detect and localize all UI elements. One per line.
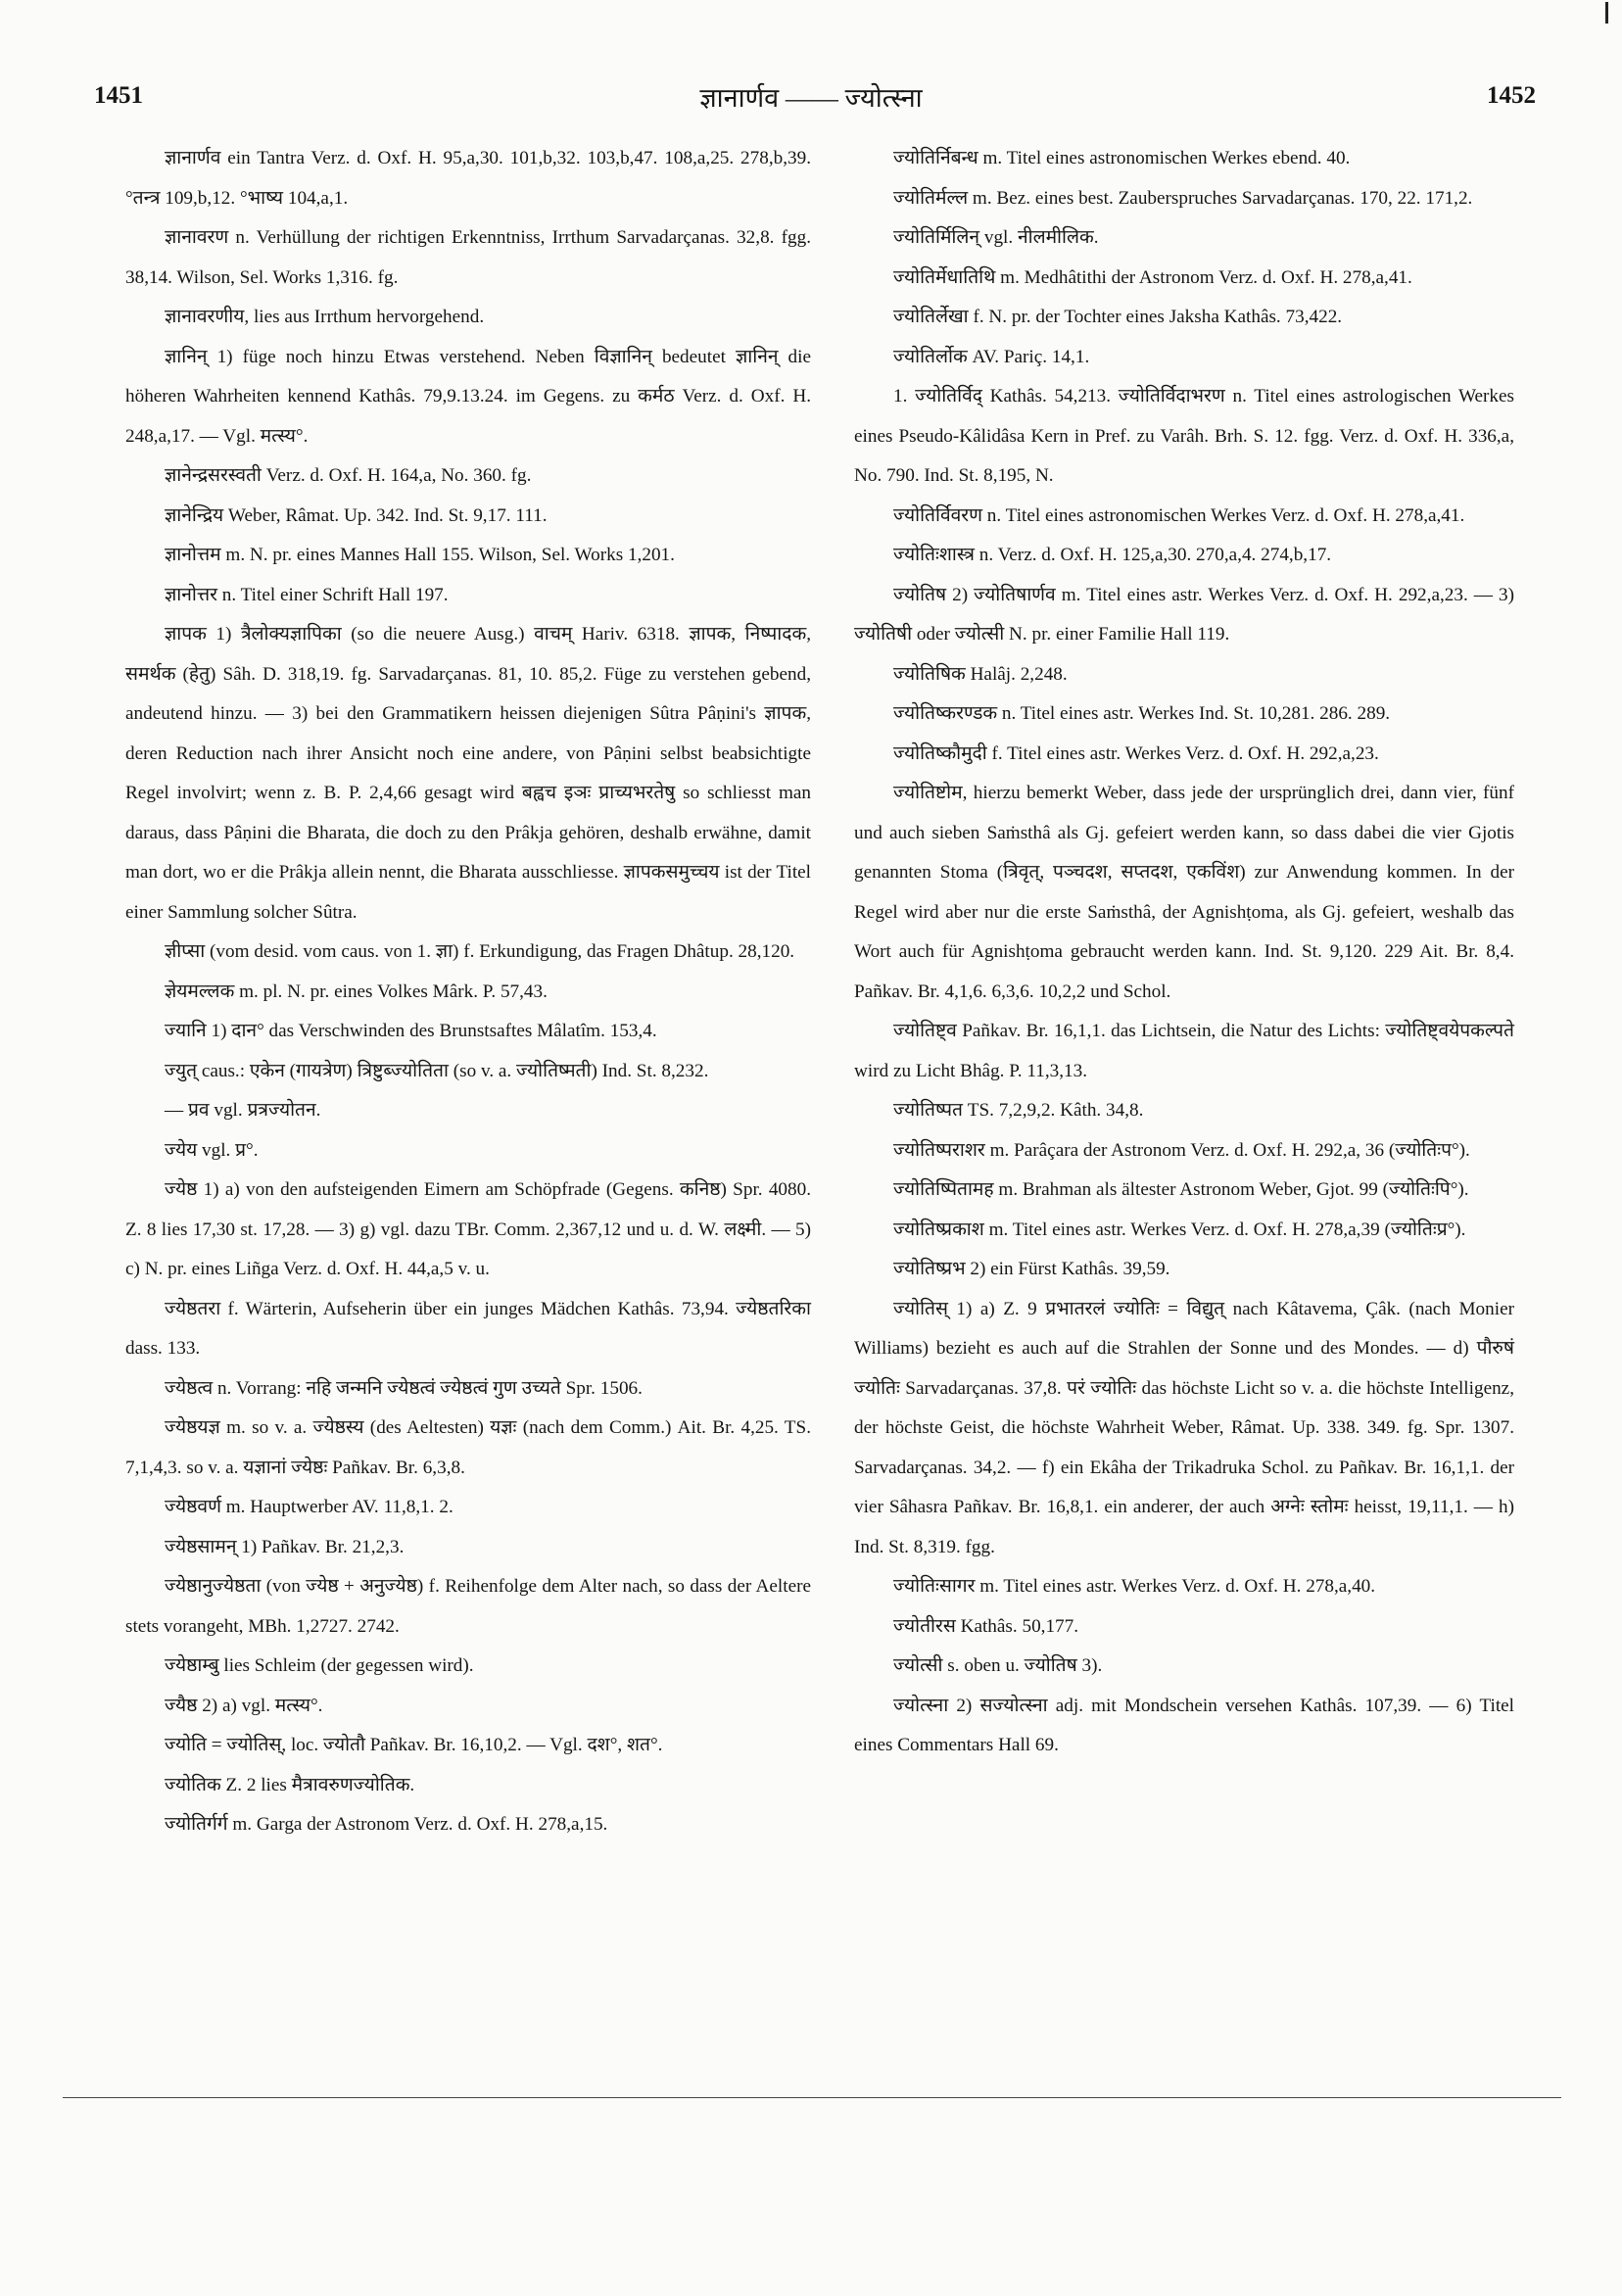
dictionary-entry: — प्रव vgl. प्रत्रज्योतन. [165, 1100, 321, 1121]
dictionary-entry: ज्ञानावरण n. Verhüllung der richtigen Erkenntniss, Irrthum Sarvadarçanas. 32,8. fgg. 38,14. Wilson, Sel. Works 1,316. fg. [125, 227, 811, 288]
dictionary-entry: ज्योतिक Z. 2 lies मैत्रावरुणज्योतिक. [165, 1774, 415, 1795]
dictionary-entry: ज्ञानेन्द्रिय Weber, Râmat. Up. 342. Ind. St. 9,17. 111. [165, 504, 548, 526]
dictionary-entry: ज्योतिष्कौमुदी f. Titel eines astr. Werkes Verz. d. Oxf. H. 292,a,23. [893, 742, 1379, 764]
dictionary-entry: ज्येष्ठाम्बु lies Schleim (der gegessen wird). [165, 1655, 474, 1676]
dictionary-entry: ज्योतिःशास्त्र n. Verz. d. Oxf. H. 125,a,30. 270,a,4. 274,b,17. [893, 545, 1332, 565]
dictionary-entry: ज्योतिर्मल्ल m. Bez. eines best. Zauberspruches Sarvadarçanas. 170, 22. 171,2. [893, 187, 1473, 209]
dictionary-entry: ज्ञानोत्तम m. N. pr. eines Mannes Hall 155. Wilson, Sel. Works 1,201. [165, 545, 675, 565]
dictionary-entry: ज्यैष्ठ 2) a) vgl. मत्स्य°. [165, 1695, 323, 1716]
dictionary-entry: 1. ज्योतिर्विद् Kathâs. 54,213. ज्योतिर्विदाभरण n. Titel eines astrologischen Werkes eines Pseudo-Kâlidâsa Kern in Pref. zu Varâh. Brh. S. 12. fgg. Verz. d. Oxf. H. 336,a, No. 790. Ind. St. 8,195, N. [854, 386, 1514, 486]
dictionary-entry: ज्येष्ठवर्ण m. Hauptwerber AV. 11,8,1. 2. [165, 1497, 453, 1517]
dictionary-entry: ज्योतिष्प्रकाश m. Titel eines astr. Werkes Verz. d. Oxf. H. 278,a,39 (ज्योतिःप्र°). [893, 1219, 1466, 1240]
dictionary-entry: ज्येय vgl. प्र°. [165, 1139, 259, 1161]
dictionary-entry: ज्योतिर्गर्ग m. Garga der Astronom Verz. d. Oxf. H. 278,a,15. [165, 1814, 608, 1835]
dictionary-entry: ज्येष्ठ 1) a) von den aufsteigenden Eimern am Schöpfrade (Gegens. कनिष्ठ) Spr. 4080. Z. 8 lies 17,30 st. 17,28. — 3) g) vgl. dazu TBr. Comm. 2,367,12 und u. d. W. लक्ष्मी. — 5) c) N. pr. eines Liñga Verz. d. Oxf. H. 44,a,5 v. u. [125, 1179, 811, 1279]
dictionary-entry: ज्योति = ज्योतिस्, loc. ज्योतौ Pañkav. Br. 16,10,2. — Vgl. दश°, शत°. [165, 1735, 663, 1755]
dictionary-entry: ज्योतिष्ट्व Pañkav. Br. 16,1,1. das Lichtsein, die Natur des Lichts: ज्योतिष्ट्वयेपकल्पते wird zu Licht Bhâg. P. 11,3,13. [854, 1021, 1514, 1081]
dictionary-entry: ज्ञेयमल्लक m. pl. N. pr. eines Volkes Mârk. P. 57,43. [165, 981, 548, 1002]
dictionary-entry: ज्ञानावरणीय, lies aus Irrthum hervorgehend. [165, 307, 485, 327]
dictionary-entry: ज्योतिःसागर m. Titel eines astr. Werkes Verz. d. Oxf. H. 278,a,40. [893, 1576, 1376, 1597]
dictionary-entry: ज्योतिर्निबन्ध m. Titel eines astronomischen Werkes ebend. 40. [893, 148, 1351, 168]
dictionary-entry: ज्ञानोत्तर n. Titel einer Schrift Hall 197. [165, 584, 449, 605]
dictionary-entry: ज्यानि 1) दान° das Verschwinden des Brunstsaftes Mâlatîm. 153,4. [165, 1021, 657, 1041]
dictionary-entry: ज्योत्सी s. oben u. ज्योतिष 3). [893, 1655, 1103, 1676]
dictionary-entry: ज्योतिर्विवरण n. Titel eines astronomischen Werkes Verz. d. Oxf. H. 278,a,41. [893, 504, 1465, 526]
page-number-right: 1452 [1487, 82, 1536, 109]
dictionary-entry: ज्योतिष्करण्डक n. Titel eines astr. Werkes Ind. St. 10,281. 286. 289. [893, 703, 1391, 724]
dictionary-entry: ज्योतिष्पराशर m. Parâçara der Astronom Verz. d. Oxf. H. 292,a, 36 (ज्योतिःप°). [893, 1139, 1470, 1161]
dictionary-entry: ज्योतिर्मिलिन् vgl. नीलमीलिक. [893, 227, 1099, 248]
dictionary-entry: ज्योतिष्पितामह m. Brahman als ältester Astronom Weber, Gjot. 99 (ज्योतिःपि°). [893, 1179, 1469, 1200]
dictionary-entry: ज्योतिष्पत TS. 7,2,9,2. Kâth. 34,8. [893, 1100, 1144, 1121]
dictionary-entry: ज्योतिस् 1) a) Z. 9 प्रभातरलं ज्योतिः = विद्युत् nach Kâtavema, Çâk. (nach Monier Williams) bezieht es auch auf die Strahlen der Sonne und des Mondes. — d) पौरुषं ज्योतिः Sarvadarçanas. 37,8. परं ज्योतिः das höchste Licht so v. a. die höchste Intelligenz, der höchste Geist, die höchste Wahrheit Weber, Râmat. Up. 338. 349. fg. Spr. 1307. Sarvadarçanas. 34,2. — f) ein Ekâha der Trikadruka Schol. zu Pañkav. Br. 16,1,1. der vier Sâhasra Pañkav. Br. 16,8,1. ein anderer, der auch अग्नेः स्तोमः heisst, 19,11,1. — h) Ind. St. 8,319. fgg. [854, 1298, 1514, 1557]
dictionary-entry: ज्ञापक 1) त्रैलोक्यज्ञापिका (so die neuere Ausg.) वाचम् Hariv. 6318. ज्ञापक, निष्पादक, समर्थक (हेतु) Sâh. D. 318,19. fg. Sarvadarçanas. 81, 10. 85,2. Füge zu verstehen gebend, andeutend hinzu. — 3) bei den Grammatikern heissen diejenigen Sûtra Pâṇini's ज्ञापक, deren Reduction nach ihrer Ansicht noch eine andere, von Pâṇini selbst beabsichtigte Regel involvirt; wenn z. B. P. 2,4,66 gesagt wird बह्वच इञः प्राच्यभरतेषु so schliesst man daraus, dass Pâṇini die Bharata, die doch zu den Prâkja gehören, deshalb erwähne, damit man dort, wo er die Prâkja allein nennt, die Bharata ausschliesse. ज्ञापकसमुच्चय ist der Titel einer Sammlung solcher Sûtra. [125, 624, 811, 923]
dictionary-entry: ज्येष्ठानुज्येष्ठता (von ज्येष्ठ + अनुज्येष्ठ) f. Reihenfolge dem Alter nach, so dass der Aeltere stets vorangeht, MBh. 1,2727. 2742. [125, 1576, 811, 1637]
dictionary-entry: ज्योतिष 2) ज्योतिषार्णव m. Titel eines astr. Werkes Verz. d. Oxf. H. 292,a,23. — 3) ज्योतिषी oder ज्योत्सी N. pr. einer Familie Hall 119. [854, 584, 1514, 645]
dictionary-entry: ज्येष्ठतरा f. Wärterin, Aufseherin über ein junges Mädchen Kathâs. 73,94. ज्येष्ठतरिका dass. 133. [125, 1298, 811, 1359]
dictionary-entry: ज्योत्स्ना 2) सज्योत्स्ना adj. mit Mondschein versehen Kathâs. 107,39. — 6) Titel eines Commentars Hall 69. [854, 1695, 1514, 1755]
dictionary-entry: ज्येष्ठसामन् 1) Pañkav. Br. 21,2,3. [165, 1536, 405, 1557]
bottom-rule [63, 2097, 1561, 2098]
dictionary-entry: ज्येष्ठत्व n. Vorrang: नहि जन्मनि ज्येष्ठत्वं ज्येष्ठत्वं गुण उच्यते Spr. 1506. [165, 1377, 643, 1399]
dictionary-entry: ज्युत् caus.: एकेन (गायत्रेण) त्रिष्टुब्ज्योतिता (so v. a. ज्योतिष्मती) Ind. St. 8,232. [165, 1060, 709, 1081]
dictionary-entry: ज्योतिष्प्रभ 2) ein Fürst Kathâs. 39,59. [893, 1259, 1170, 1279]
dictionary-entry: ज्योतिर्मेधातिथि m. Medhâtithi der Astronom Verz. d. Oxf. H. 278,a,41. [893, 266, 1412, 288]
left-column [125, 139, 811, 1845]
dictionary-entry: ज्योतिर्लोक AV. Pariç. 14,1. [893, 346, 1090, 367]
dictionary-entry: ज्येष्ठयज्ञ m. so v. a. ज्येष्ठस्य (des Aeltesten) यज्ञः (nach dem Comm.) Ait. Br. 4,25. TS. 7,1,4,3. so v. a. यज्ञानां ज्येष्ठः Pañkav. Br. 6,3,8. [125, 1417, 811, 1478]
running-head: ज्ञानार्णव —— ज्योत्स्ना [699, 83, 923, 113]
dictionary-entry: ज्योतिष्टोम, hierzu bemerkt Weber, dass jede der ursprünglich drei, dann vier, fünf und auch sieben Saṁsthâ als Gj. gefeiert werden kann, so dass dabei die vier Gjotis genannten Stoma (त्रिवृत्, पञ्चदश, सप्तदश, एकविंश) zur Anwendung kommen. In der Regel wird aber nur die erste Saṁsthâ, der Agnishṭoma, als Gj. gefeiert, weshalb das Wort auch für Agnishṭoma gebraucht werden kann. Ind. St. 9,120. 229 Ait. Br. 8,4. Pañkav. Br. 4,1,6. 6,3,6. 10,2,2 und Schol. [854, 783, 1514, 1002]
page-number-left: 1451 [94, 82, 143, 109]
dictionary-entry: ज्योतिषिक Halâj. 2,248. [893, 663, 1068, 685]
dictionary-entry: ज्योतीरस Kathâs. 50,177. [893, 1615, 1079, 1637]
dictionary-entry: ज्योतिर्लेखा f. N. pr. der Tochter eines Jaksha Kathâs. 73,422. [893, 307, 1343, 327]
dictionary-entry: ज्ञानेन्द्रसरस्वती Verz. d. Oxf. H. 164,a, No. 360. fg. [165, 465, 532, 486]
scan-edge-mark [1605, 2, 1608, 24]
dictionary-entry: ज्ञीप्सा (vom desid. vom caus. von 1. ज्ञा) f. Erkundigung, das Fragen Dhâtup. 28,120. [165, 941, 795, 962]
dictionary-entry: ज्ञानार्णव ein Tantra Verz. d. Oxf. H. 95,a,30. 101,b,32. 103,b,47. 108,a,25. 278,b,39. °तन्त्र 109,b,12. °भाष्य 104,a,1. [125, 148, 811, 209]
dictionary-entry: ज्ञानिन् 1) füge noch hinzu Etwas verstehend. Neben विज्ञानिन् bedeutet ज्ञानिन् die höheren Wahrheiten kennend Kathâs. 79,9.13.24. im Gegens. zu कर्मठ Verz. d. Oxf. H. 248,a,17. — Vgl. मत्स्य°. [125, 346, 811, 447]
right-column [854, 139, 1514, 1766]
